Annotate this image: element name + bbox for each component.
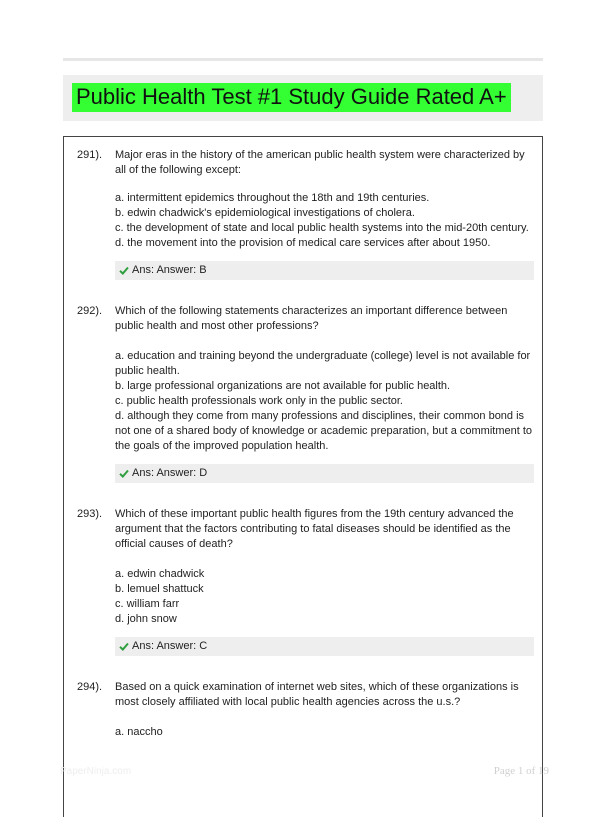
question-number: 292).	[77, 305, 103, 317]
option-c: c. william farr	[115, 598, 180, 610]
answer-options	[115, 191, 537, 251]
answer-text: Ans: Answer: B	[132, 264, 207, 276]
check-icon	[119, 469, 129, 478]
answer-options	[115, 567, 537, 627]
option-a: a. education and training beyond the undergraduate (college) level is not available for public health.	[115, 350, 531, 377]
top-divider	[63, 58, 543, 61]
answer-reveal	[115, 637, 534, 656]
question-text: Which of the following statements characterizes an important difference between public health and most other professions?	[115, 305, 508, 332]
question-number: 291).	[77, 149, 103, 161]
page-number: Page 1 of 19	[493, 765, 549, 777]
option-c: c. public health professionals work only in the public sector.	[115, 395, 403, 407]
title-banner	[63, 75, 543, 121]
question-text: Which of these important public health figures from the 19th century advanced the argument that the factors contributing to fatal diseases should be identified as the official causes of death?	[115, 508, 514, 550]
option-d: d. the movement into the provision of medical care services after about 1950.	[115, 237, 491, 249]
answer-reveal	[115, 261, 534, 280]
answer-options	[115, 725, 537, 740]
option-a: a. intermittent epidemics throughout the 18th and 19th centuries.	[115, 192, 430, 204]
question-text: Based on a quick examination of internet web sites, which of these organizations is most closely affiliated with local public health agencies across the u.s.?	[115, 681, 519, 708]
option-c: c. the development of state and local public health systems into the mid-20th century.	[115, 222, 529, 234]
document-title: Public Health Test #1 Study Guide Rated A+	[72, 83, 511, 112]
check-icon	[119, 642, 129, 651]
answer-text: Ans: Answer: C	[132, 640, 208, 652]
option-b: b. edwin chadwick's epidemiological investigations of cholera.	[115, 207, 415, 219]
question-list	[63, 136, 543, 817]
question-text: Major eras in the history of the american public health system were characterized by all of the following except:	[115, 149, 525, 176]
option-a: a. edwin chadwick	[115, 568, 205, 580]
check-icon	[119, 266, 129, 275]
question-number: 293).	[77, 508, 103, 520]
option-a: a. naccho	[115, 726, 163, 738]
footer-watermark: PaperNinja.com	[60, 766, 132, 777]
question-number: 294).	[77, 681, 103, 693]
answer-text: Ans: Answer: D	[132, 467, 208, 479]
option-b: b. lemuel shattuck	[115, 583, 204, 595]
option-b: b. large professional organizations are not available for public health.	[115, 380, 451, 392]
answer-reveal	[115, 464, 534, 483]
answer-options	[115, 349, 537, 454]
option-d: d. john snow	[115, 613, 177, 625]
option-d: d. although they come from many professions and disciplines, their common bond is not one of a shared body of knowledge or academic preparation, but a commitment to the goals of the improved population health.	[115, 410, 533, 452]
